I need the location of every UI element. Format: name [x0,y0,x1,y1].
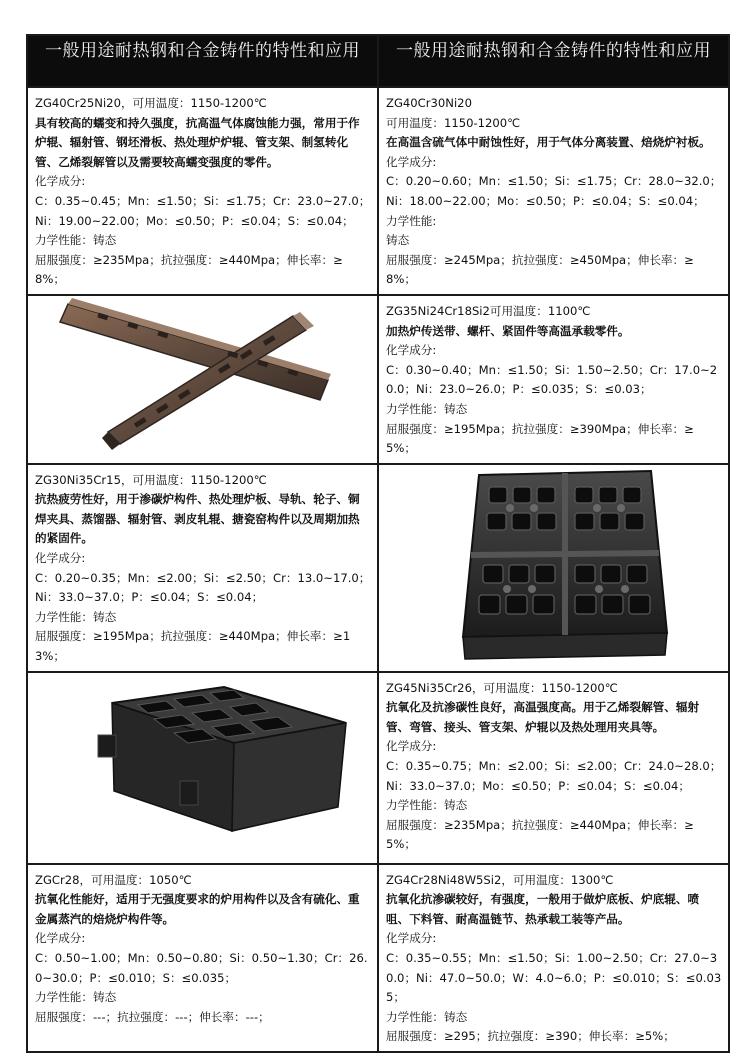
alloy-cell-zg35ni24cr18si2 [378,295,729,464]
alloy-name: ZGCr28，可用温度：1050℃ [35,872,192,887]
composition-label: 化学成分: [386,931,437,946]
composition-label: 化学成分: [35,931,86,946]
composition-label: 化学成分: [35,174,86,189]
alloy-temperature: 可用温度：1150-1200℃ [386,115,521,130]
alloy-cell-zgcr28 [27,864,378,1052]
composition-values: C：0.20~0.60；Mn：≤1.50；Si：≤1.75；Cr：28.0~32.0；Ni：18.00~22.00；Mo：≤0.50；P：≤0.04；S：≤0.04； [386,174,722,208]
strength-values: 屈服强度：≥295；抗拉强度：≥390；伸长率：≥5%； [386,1029,675,1044]
strength-values: 屈服强度：≥235Mpa；抗拉强度：≥440Mpa；伸长率：≥8%； [35,252,343,287]
strength-values: 屈服强度：---；抗拉强度：---；伸长率：---； [35,1009,270,1024]
alloy-cell-zg4cr28ni48w5si2 [378,864,729,1052]
header-left-title: 一般用途耐热钢和合金铸件的特性和应用 [27,35,378,87]
composition-label: 化学成分: [35,551,86,566]
alloy-description: 在高温含硫气体中耐蚀性好，用于气体分离装置、焙烧炉衬板。 [386,135,711,150]
header-right-title: 一般用途耐热钢和合金铸件的特性和应用 [378,35,729,87]
alloy-name: ZG45Ni35Cr26，可用温度：1150-1200℃ [386,680,618,695]
mechanical-label: 力学性能：铸态 [386,798,468,813]
composition-values: C：0.35~0.75；Mn：≤2.00；Si：≤2.00；Cr：24.0~28.0；Ni：33.0~37.0；Mo：≤0.50；P：≤0.04；S：≤0.04； [386,759,722,793]
photo-box-casting [27,672,378,864]
composition-label: 化学成分: [386,154,437,169]
alloy-description: 抗氧化抗渗碳较好，有强度，一般用于做炉底板、炉底辊、喷咀、下料管、耐高温链节、热承载工装等产品。 [386,892,700,926]
mechanical-label: 力学性能：铸态 [386,401,468,416]
cast-state-label: 铸态 [386,233,410,248]
photo-cross-bar-casting [27,295,378,464]
box-casting-image [28,673,375,863]
alloy-description: 抗氧化性能好，适用于无强度要求的炉用构件以及含有硫化、重金属蒸汽的焙烧炉构件等。 [35,892,360,926]
composition-values: C：0.35~0.55；Mn：≤1.50；Si：1.00~2.50；Cr：27.0~30.0；Ni：47.0~50.0；W：4.0~6.0；P：≤0.010；S：≤0.035； [386,951,722,1005]
composition-values: C：0.20~0.35；Mn：≤2.00；Si：≤2.50；Cr：13.0~17.0；Ni：33.0~37.0；P：≤0.04；S：≤0.04； [35,570,371,605]
alloy-cell-zg45ni35cr26 [378,672,729,864]
mechanical-label: 力学性能：铸态 [35,233,117,248]
alloy-name: ZG30Ni35Cr15，可用温度：1150-1200℃ [35,472,267,487]
mechanical-label: 力学性能: [386,213,437,228]
alloy-name: ZG40Cr30Ni20 [386,96,472,110]
mechanical-label: 力学性能：铸态 [35,609,117,624]
composition-values: C：0.30~0.40；Mn：≤1.50；Si：1.50~2.50；Cr：17.0~20.0；Ni：23.0~26.0；P：≤0.035；S：≤0.03； [386,362,718,397]
alloy-description: 抗热疲劳性好，用于渗碳炉构件、热处理炉板、导轨、轮子、铜焊夹具、蒸馏器、辐射管、剥皮轧辊、搪瓷窑构件以及周期加热的紧固件。 [35,492,360,546]
grid-tray-casting-image [379,465,726,665]
strength-values: 屈服强度：≥235Mpa；抗拉强度：≥440Mpa；伸长率：≥5%； [386,817,694,852]
strength-values: 屈服强度：≥245Mpa；抗拉强度：≥450Mpa；伸长率：≥8%； [386,252,694,287]
alloy-table [26,34,730,1053]
alloy-cell-zg40cr30ni20 [378,87,729,295]
alloy-name: ZG4Cr28Ni48W5Si2，可用温度：1300℃ [386,872,614,887]
alloy-name: ZG40Cr25Ni20，可用温度：1150-1200℃ [35,96,267,110]
properties-sheet [26,34,728,1053]
alloy-description: 加热炉传送带、螺杆、紧固件等高温承载零件。 [386,323,630,338]
alloy-cell-zg30ni35cr15 [27,464,378,672]
cross-bar-casting-image [28,296,375,456]
mechanical-label: 力学性能：铸态 [386,1009,468,1024]
composition-label: 化学成分: [386,343,437,358]
alloy-description: 具有较高的蠕变和持久强度，抗高温气体腐蚀能力强，常用于作炉辊、辐射管、钢坯滑板、热处理炉炉辊、管支架、制氢转化管、乙烯裂解管以及需要较高蠕变强度的零件。 [35,115,360,169]
composition-label: 化学成分: [386,739,437,754]
composition-values: C：0.35~0.45；Mn：≤1.50；Si：≤1.75；Cr：23.0~27.0；Ni：19.00~22.00；Mo：≤0.50；P：≤0.04；S：≤0.04； [35,193,371,228]
alloy-description: 抗氧化及抗渗碳性良好，高温强度高。用于乙烯裂解管、辐射管、弯管、接头、管支架、炉辊以及热处理用夹具等。 [386,700,700,734]
mechanical-label: 力学性能：铸态 [35,990,117,1005]
composition-values: C：0.50~1.00；Mn：0.50~0.80；Si：0.50~1.30；Cr：26.0~30.0；P：≤0.010；S：≤0.035； [35,951,368,985]
alloy-name: ZG35Ni24Cr18Si2可用温度：1100℃ [386,303,591,318]
strength-values: 屈服强度：≥195Mpa；抗拉强度：≥390Mpa；伸长率：≥5%； [386,421,694,456]
photo-grid-tray-casting [378,464,729,672]
strength-values: 屈服强度：≥195Mpa；抗拉强度：≥440Mpa；伸长率：≥13%； [35,629,351,664]
alloy-cell-zg40cr25ni20 [27,87,378,295]
